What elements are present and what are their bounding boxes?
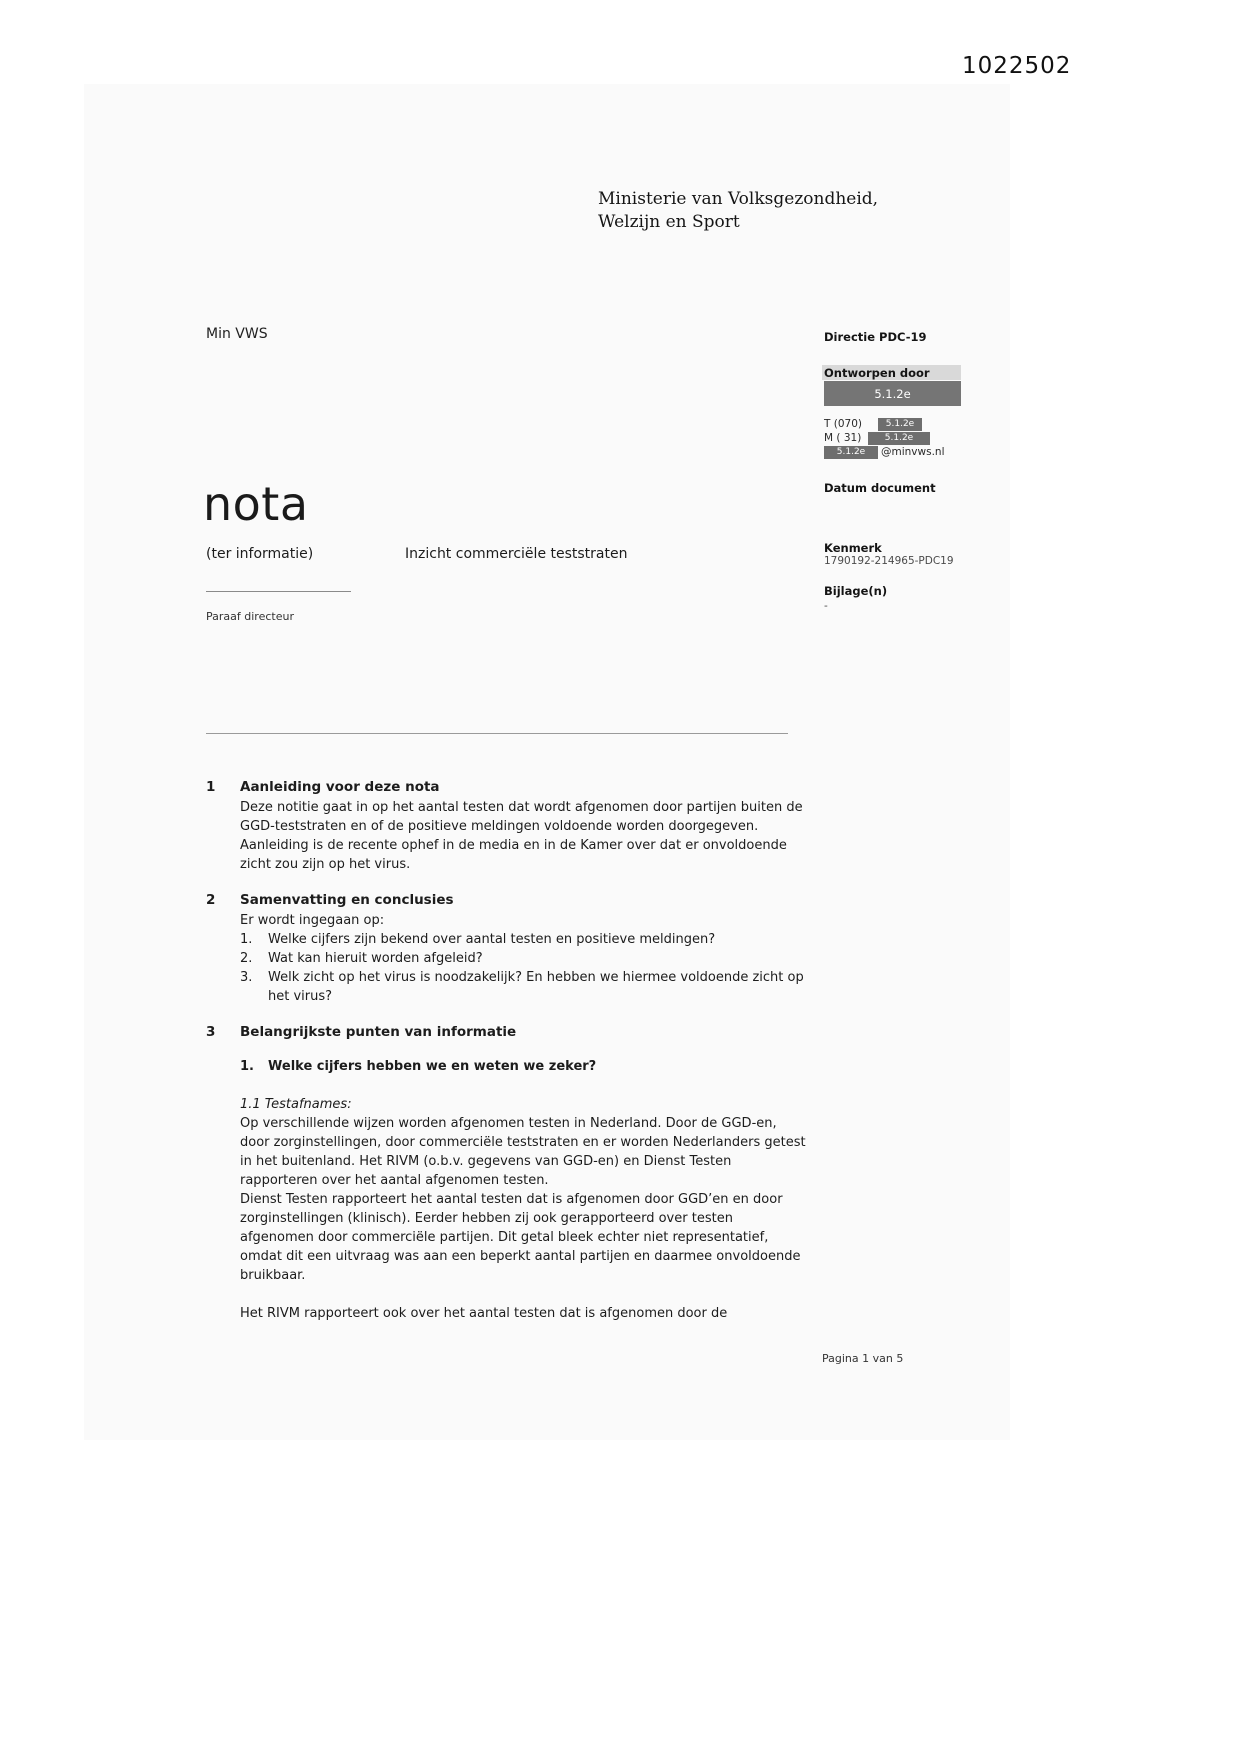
email-domain: @minvws.nl bbox=[881, 446, 945, 458]
list-item-text: Welke cijfers zijn bekend over aantal testen en positieve meldingen? bbox=[268, 932, 716, 947]
paragraph: Het RIVM rapporteert ook over het aantal testen dat is afgenomen door de bbox=[240, 1306, 728, 1321]
paragraph: Op verschillende wijzen worden afgenomen testen in Nederland. Door de GGD-en, door zorginstellingen, door commerciële teststraten en er worden Nederlanders getest in het buitenland. Het RIVM (o.b.v. gegevens van GGD-en) en Dienst Testen rapporteren over het aantal afgenomen testen. bbox=[240, 1116, 806, 1188]
page-number: Pagina 1 van 5 bbox=[822, 1352, 904, 1365]
section-3-heading-row bbox=[206, 1023, 806, 1042]
section-heading: Belangrijkste punten van informatie bbox=[240, 1024, 517, 1040]
section-1-heading-row bbox=[206, 778, 806, 797]
list-item bbox=[240, 968, 806, 1006]
subsection-number: 1. bbox=[240, 1059, 254, 1074]
section-3 bbox=[206, 1023, 806, 1323]
section-heading: Aanleiding voor deze nota bbox=[240, 779, 440, 795]
document-type-title: nota bbox=[203, 477, 309, 531]
kenmerk-label: Kenmerk bbox=[824, 541, 882, 555]
paraaf-signature-line bbox=[206, 591, 351, 592]
phone-m-row bbox=[824, 432, 914, 445]
subsubsection-label: 1.1 Testafnames: bbox=[240, 1097, 352, 1112]
kenmerk-value: 1790192-214965-PDC19 bbox=[824, 555, 954, 567]
ontworpen-door-label: Ontworpen door bbox=[824, 366, 930, 380]
section-2-heading-row bbox=[206, 891, 806, 910]
section-number: 2 bbox=[206, 892, 216, 908]
paraaf-label: Paraaf directeur bbox=[206, 610, 294, 623]
subsection-heading bbox=[240, 1057, 806, 1076]
paragraph: Er wordt ingegaan op: bbox=[240, 913, 385, 928]
list-item-number: 2. bbox=[240, 951, 253, 966]
ministry-header bbox=[598, 188, 878, 234]
subject-row bbox=[206, 546, 806, 562]
bijlage-value: - bbox=[824, 600, 828, 612]
document-number: 1022502 bbox=[962, 53, 1072, 79]
numbered-list bbox=[240, 930, 806, 1006]
header-body-divider bbox=[206, 733, 788, 734]
datum-label: Datum document bbox=[824, 481, 936, 495]
redaction-block-name: 5.1.2e bbox=[824, 381, 961, 406]
directie-label: Directie PDC-19 bbox=[824, 330, 927, 344]
bijlage-label: Bijlage(n) bbox=[824, 584, 888, 598]
section-1 bbox=[206, 778, 806, 874]
section-number: 1 bbox=[206, 779, 216, 795]
phone-t-label: T (070) bbox=[824, 418, 862, 430]
subsection-heading-text: Welke cijfers hebben we en weten we zeker? bbox=[268, 1059, 597, 1074]
list-item bbox=[240, 930, 806, 949]
list-item-text: Wat kan hieruit worden afgeleid? bbox=[268, 951, 483, 966]
redaction-block-email: 5.1.2e bbox=[824, 446, 878, 459]
sender-label: Min VWS bbox=[206, 326, 268, 342]
redaction-block-phone-m: 5.1.2e bbox=[868, 432, 930, 445]
list-item bbox=[240, 949, 806, 968]
section-number: 3 bbox=[206, 1024, 216, 1040]
document-body bbox=[206, 778, 806, 1323]
ontworpen-door-strip bbox=[822, 365, 961, 380]
paragraph: Dienst Testen rapporteert het aantal testen dat is afgenomen door GGD’en en door zorginstellingen (klinisch). Eerder hebben zij ook gerapporteerd over testen afgenomen door commerciële partijen. Dit getal bleek echter niet representatief, omdat dit een uitvraag was aan een beperkt aantal partijen en daarmee onvoldoende bruikbaar. bbox=[240, 1192, 801, 1283]
redaction-block-phone-t: 5.1.2e bbox=[878, 418, 922, 431]
list-item-number: 3. bbox=[240, 970, 253, 985]
list-item-text: Welk zicht op het virus is noodzakelijk? En hebben we hiermee voldoende zicht op het virus? bbox=[268, 970, 804, 1004]
nota-subject: Inzicht commerciële teststraten bbox=[405, 546, 628, 562]
phone-t-row bbox=[824, 418, 915, 431]
list-item-number: 1. bbox=[240, 932, 253, 947]
phone-m-label: M ( 31) bbox=[824, 432, 862, 444]
section-2 bbox=[206, 891, 806, 1006]
ministry-line-1: Ministerie van Volksgezondheid, bbox=[598, 189, 879, 209]
ministry-line-2: Welzijn en Sport bbox=[598, 212, 740, 232]
section-heading: Samenvatting en conclusies bbox=[240, 892, 454, 908]
nota-type-label: (ter informatie) bbox=[206, 546, 314, 562]
paragraph: Deze notitie gaat in op het aantal testen dat wordt afgenomen door partijen buiten de GGD-teststraten en of de positieve meldingen voldoende worden doorgegeven. Aanleiding is de recente ophef in de media en in de Kamer over dat er onvoldoende zicht zou zijn op het virus. bbox=[240, 800, 803, 872]
